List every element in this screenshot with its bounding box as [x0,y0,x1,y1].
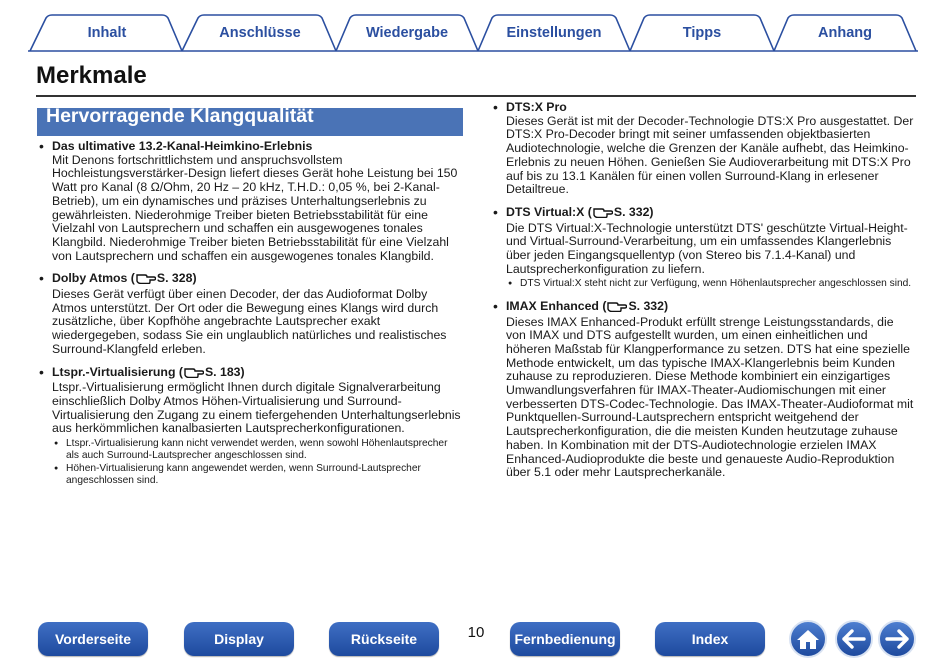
feature-description: Dieses Gerät verfügt über einen Decoder, der das Audioformat Dolby Atmos unterstützt. Der Ort oder die Bewegung eines Klangs wird durch zusätzliche, über Kopfhöhe angebrachte Lautsprecher exakt wiedergegeben, sodass Sie ein unglaublich natürliches und realistisches Surround-Klangfeld erleben. [52,287,447,356]
note-item: ● Höhen-Virtualisierung kann angewendet werden, wenn Surround-Lautsprecher angeschlossen sind. [52,463,463,488]
index-button[interactable]: Index [655,622,765,656]
feature-ltspr-virtualisierung [37,366,463,488]
right-column [491,101,916,489]
feature-title: • DTS:X Pro [506,100,567,114]
tab-wiedergabe[interactable]: Wiedergabe [365,25,449,41]
page-reference-link[interactable]: S. 332) [628,298,669,313]
display-button[interactable]: Display [184,622,294,656]
feature-title: • Das ultimative 13.2-Kanal-Heimkino-Erlebnis [52,139,313,153]
feature-title: IMAX Enhanced ( [506,298,607,313]
feature-description: Dieses IMAX Enhanced-Produkt erfüllt strenge Leistungsstandards, die von IMAX und DTS aufgestellt wurden, um einen einheitlichen und höheren Maßstab für Klangperformance zu setzen. DTS hat eine spezielle Methode entwickelt, um das typische IMAX-Klangerlebnis beim Kunden zuhause zu reproduzieren. Diese Methode kombiniert ein einzigartiges Umwandlungsverfahren für IMAX-Theater-Audiomischungen mit einer verbesserten DTS-Codec-Technologie. Das IMAX-Theater-Audioformat mit Punktquellen-Surround-Lautsprechern entspricht weitgehend der Lautsprecherkonfiguration, die die meisten Kunden heutzutage zuhause haben. In Kombination mit der DTS-Audiotechnologie erzielen IMAX Enhanced-Audioprodukte die beste und genaueste Audio-Reproduktion über 5.1 oder mehr Lautsprecherkanäle. [506,314,914,480]
fernbedienung-button[interactable]: Fernbedienung [510,622,620,656]
page-number: 10 [467,624,485,641]
feature-dts-virtual-x [491,206,916,291]
arrow-left-icon [842,629,866,649]
tab-anhang[interactable]: Anhang [818,25,872,41]
feature-description: Dieses Gerät ist mit der Decoder-Technologie DTS:X Pro ausgestattet. Der DTS:X Pro-Decoder bringt mit seiner umfassenden objektbasierten Audiotechnologie, welche die Grenzen der Kanäle aufhebt, das Heimkino-Erlebnis zu neuen Höhen. Genießen Sie Audioverarbeitung mit DTS:X Pro auf bis zu 13.1 Kanälen für einen vollen Surround-Klang in erlesener Detailtreue. [506,113,914,197]
hand-pointer-icon [593,206,613,222]
tab-anschluesse[interactable]: Anschlüsse [219,25,301,41]
feature-13-2-kanal [37,140,463,263]
page-reference-link[interactable]: S. 328) [156,271,197,286]
hand-pointer-icon [136,272,156,288]
hand-pointer-icon [607,300,627,316]
feature-dolby-atmos [37,272,463,356]
feature-description: Mit Denons fortschrittlichstem und anspruchsvollstem Hochleistungsverstärker-Design liefert dieses Gerät hohe Leistung bei 150 Watt pro Kanal (8 Ω/Ohm, 20 Hz – 20 kHz, T.H.D.: 0,05 %, bei 2-Kanal-Betrieb), um ein dynamisches und präzises Unterhaltungserlebnis zu gewährleisten. Niederohmige Treiber bieten Betriebsstabilität für eine Vielzahl von Lautsprechern und schaffen ein ausgewogenes tonales Klangbild. Niederohmige Treiber bieten Betriebsstabilität für eine Vielzahl von Lautsprechern und schaffen ein ausgewogenes tonales Klangbild. [52,152,458,263]
vorderseite-button[interactable]: Vorderseite [38,622,148,656]
note-list [52,438,463,488]
title-divider [36,95,916,97]
top-tab-bar [28,14,918,54]
feature-imax-enhanced [491,300,916,480]
page-reference-link[interactable]: S. 332) [613,204,654,219]
home-icon [796,628,820,650]
hand-pointer-icon [184,366,204,382]
feature-title: Ltspr.-Virtualisierung ( [52,364,183,379]
tab-inhalt[interactable]: Inhalt [87,25,127,41]
page-title: Merkmale [36,62,147,89]
feature-title: Dolby Atmos ( [52,271,135,286]
tab-tipps[interactable]: Tipps [682,25,722,41]
back-button[interactable] [835,620,873,658]
feature-dts-x-pro [491,101,916,197]
forward-button[interactable] [878,620,916,658]
arrow-right-icon [885,629,909,649]
home-button[interactable] [789,620,827,658]
note-item: ● DTS Virtual:X steht nicht zur Verfügung, wenn Höhenlautsprecher angeschlossen sind. [506,278,916,290]
tab-einstellungen[interactable]: Einstellungen [506,25,602,41]
note-list [506,278,916,290]
note-item: ● Ltspr.-Virtualisierung kann nicht verwendet werden, wenn sowohl Höhenlautsprecher als auch Surround-Lautsprecher angeschlossen sind. [52,438,463,463]
section-heading: Hervorragende Klangqualität [37,108,463,136]
rueckseite-button[interactable]: Rückseite [329,622,439,656]
feature-description: Die DTS Virtual:X-Technologie unterstützt DTS' geschützte Virtual-Height- und Virtual-Surround-Verarbeitung, um ein umfassendes Klangerlebnis über jeden Eingangsquellentyp (von Stereo bis 7.1.4-Kanal) und Lautsprecherkonfiguration zu liefern. [506,220,908,276]
page-reference-link[interactable]: S. 183) [204,364,245,379]
left-column [37,105,463,497]
feature-title: DTS Virtual:X ( [506,204,592,219]
feature-description: Ltspr.-Virtualisierung ermöglicht Ihnen durch digitale Signalverarbeitung einschließlich Dolby Atmos Höhen-Virtualisierung und Surround-Virtualisierung den Zugang zu einem tiefergehenden Unterhaltungserlebnis aus herkömmlichen kanalbasierten Lautsprecherkonfigurationen. [52,380,461,436]
